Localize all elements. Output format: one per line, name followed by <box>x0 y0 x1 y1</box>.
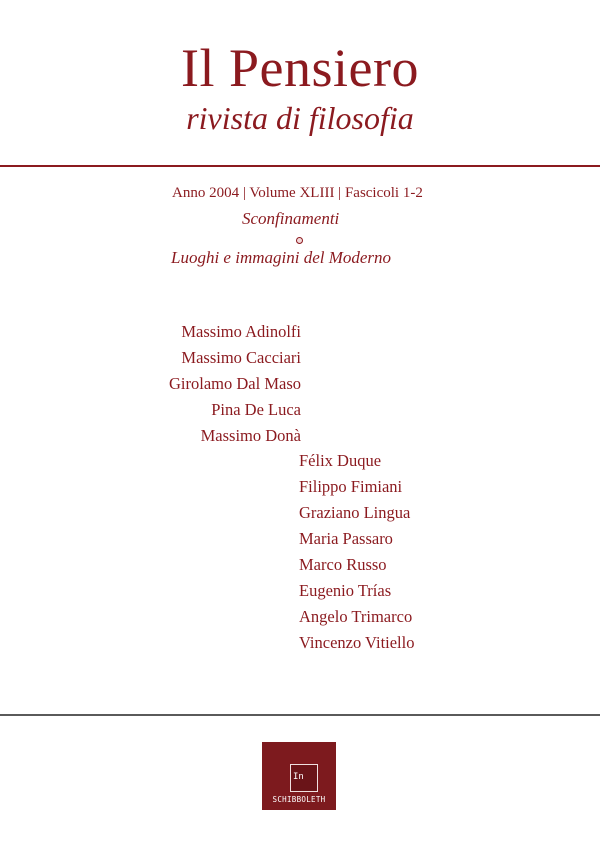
author-name: Filippo Fimiani <box>299 477 403 496</box>
author-name: Pina De Luca <box>211 400 301 419</box>
author-name: Félix Duque <box>299 451 382 470</box>
author-name: Massimo Adinolfi <box>181 322 301 341</box>
bottom-divider <box>0 714 600 716</box>
publisher-logo <box>262 742 336 810</box>
issue-theme-primary: Sconfinamenti <box>242 209 340 228</box>
journal-subtitle: rivista di filosofia <box>186 100 414 136</box>
author-name: Graziano Lingua <box>299 503 411 522</box>
author-name: Massimo Donà <box>200 426 301 445</box>
issue-info: Anno 2004 | Volume XLIII | Fascicoli 1-2 <box>172 185 423 201</box>
author-name: Marco Russo <box>299 555 387 574</box>
separator-dot-icon <box>296 237 303 244</box>
issue-theme-secondary: Luoghi e immagini del Moderno <box>171 248 392 267</box>
author-name: Maria Passaro <box>299 529 393 548</box>
journal-title: Il Pensiero <box>181 38 419 98</box>
author-name: Vincenzo Vitiello <box>299 633 415 652</box>
publisher-name: SCHIBBOLETH <box>272 795 326 804</box>
author-name: Eugenio Trías <box>299 581 392 600</box>
author-name: Girolamo Dal Maso <box>169 374 301 393</box>
author-name: Angelo Trimarco <box>299 607 413 626</box>
author-name: Massimo Cacciari <box>181 348 301 367</box>
top-divider <box>0 165 600 167</box>
logo-mark: In <box>293 772 304 782</box>
author-list <box>0 322 600 652</box>
